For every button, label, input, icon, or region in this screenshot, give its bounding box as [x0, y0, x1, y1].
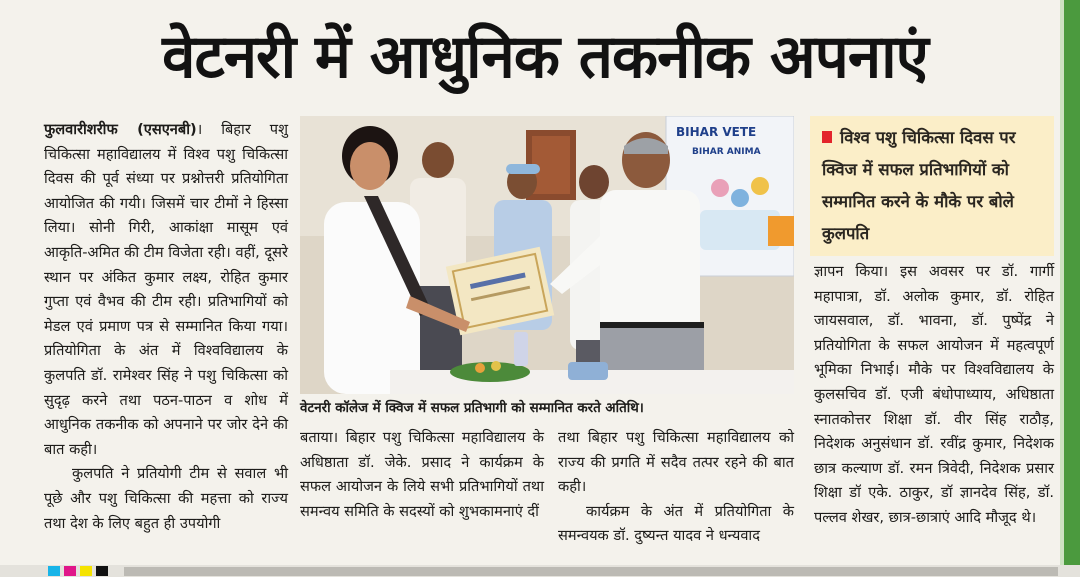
article-paragraph: कुलपति ने प्रतियोगी टीम से सवाल भी पूछे और पशु चिकित्सा की महत्ता को राज्य तथा देश के लिए बहुत ही उपयोगी — [44, 465, 288, 532]
page-border-right — [1064, 0, 1080, 577]
article-column-4 — [814, 260, 1054, 531]
footer-grey-bar — [124, 567, 1058, 576]
banner-title: BIHAR VETE — [676, 125, 757, 139]
article-paragraph: ज्ञापन किया। इस अवसर पर डॉ. गार्गी महापात्रा, डॉ. अलोक कुमार, डॉ. रोहित जायसवाल, डॉ. भावना, डॉ. पुष्पेंद्र ने प्रतियोगिता के सफल आयोजन में महत्वपूर्ण भूमिका निभाई। मौके पर विश्वविद्यालय के कुलसचिव डॉ. एजी बंधोपाध्याय, अधिष्ठाता स्नातकोत्तर शिक्षा डॉ. वीर सिंह राठौड़, निदेशक अनुसंधान डॉ. रवींद्र कुमार, निदेशक छात्र कल्याण डॉ. रमन त्रिवेदी, निदेशक प्रसार शिक्षा डॉ एके. ठाकुर, डॉ ज्ञानदेव सिंह, डॉ. पल्लव शेखर, छात्र-छात्राएं आदि मौजूद थे। — [814, 263, 1054, 526]
yellow-registration-mark-icon — [80, 566, 92, 576]
article-paragraph: तथा बिहार पशु चिकित्सा महाविद्यालय को राज्य की प्रगति में सदैव तत्पर रहने की बात कही। — [558, 429, 794, 496]
award-ceremony-illustration — [300, 116, 794, 394]
magenta-registration-mark-icon — [64, 566, 76, 576]
banner-subtitle: BIHAR ANIMA — [692, 147, 761, 157]
cyan-registration-mark-icon — [48, 566, 60, 576]
dateline: फुलवारीशरीफ (एसएनबी) — [44, 121, 197, 138]
article-column-1 — [44, 118, 288, 536]
headline: वेटनरी में आधुनिक तकनीक अपनाएं — [162, 22, 928, 92]
red-square-bullet-icon — [822, 131, 832, 143]
masthead-fragment — [400, 0, 460, 5]
article-column-3 — [558, 426, 794, 549]
news-photo — [300, 116, 794, 394]
black-registration-mark-icon — [96, 566, 108, 576]
paragraph-body: । बिहार पशु चिकित्सा महाविद्यालय में विश्व पशु चिकित्सा दिवस की पूर्व संध्या पर प्रश्नोत्तरी प्रतियोगिता आयोजित की गयी। जिसमें चार टीमों ने हिस्सा लिया। सोनी गिरी, आकांक्षा मासूम एवं आकृति-अमित की टीम विजेता रही। वहीं, दूसरे स्थान पर अंकित कुमार लक्ष्य, रोहित कुमार गुप्ता एवं वैभव की टीम रही। प्रतिभागियों को मेडल एवं प्रमाण पत्र से सम्मानित किया गया। प्रतियोगिता के अंत में विश्वविद्यालय के कुलपति डॉ. रामेश्वर सिंह ने पशु चिकित्सा को सुदृढ़ करने तथा पठन-पाठन व शोध में आधुनिक तकनीक को अपनाने पर जोर देने की बात कही। — [44, 121, 288, 458]
pull-quote-text: विश्व पशु चिकित्सा दिवस पर क्विज में सफल प्रतिभागियों को सम्मानित करने के मौके पर बोले कुलपति — [822, 128, 1016, 243]
article-paragraph: बताया। बिहार पशु चिकित्सा महाविद्यालय के अधिष्ठाता डॉ. जेके. प्रसाद ने कार्यक्रम के सफल आयोजन के लिये सभी प्रतिभागियों तथा समन्वय समिति के सदस्यों को शुभकामनाएं दीं — [300, 429, 544, 520]
pull-quote — [810, 116, 1054, 256]
article-paragraph — [44, 118, 288, 462]
photo-caption: वेटनरी कॉलेज में क्विज में सफल प्रतिभागी को सम्मानित करते अतिथि। — [300, 401, 644, 416]
article-paragraph: कार्यक्रम के अंत में प्रतियोगिता के समन्वयक डॉ. दुष्यन्त यादव ने धन्यवाद — [558, 502, 794, 545]
article-column-2 — [300, 426, 544, 524]
